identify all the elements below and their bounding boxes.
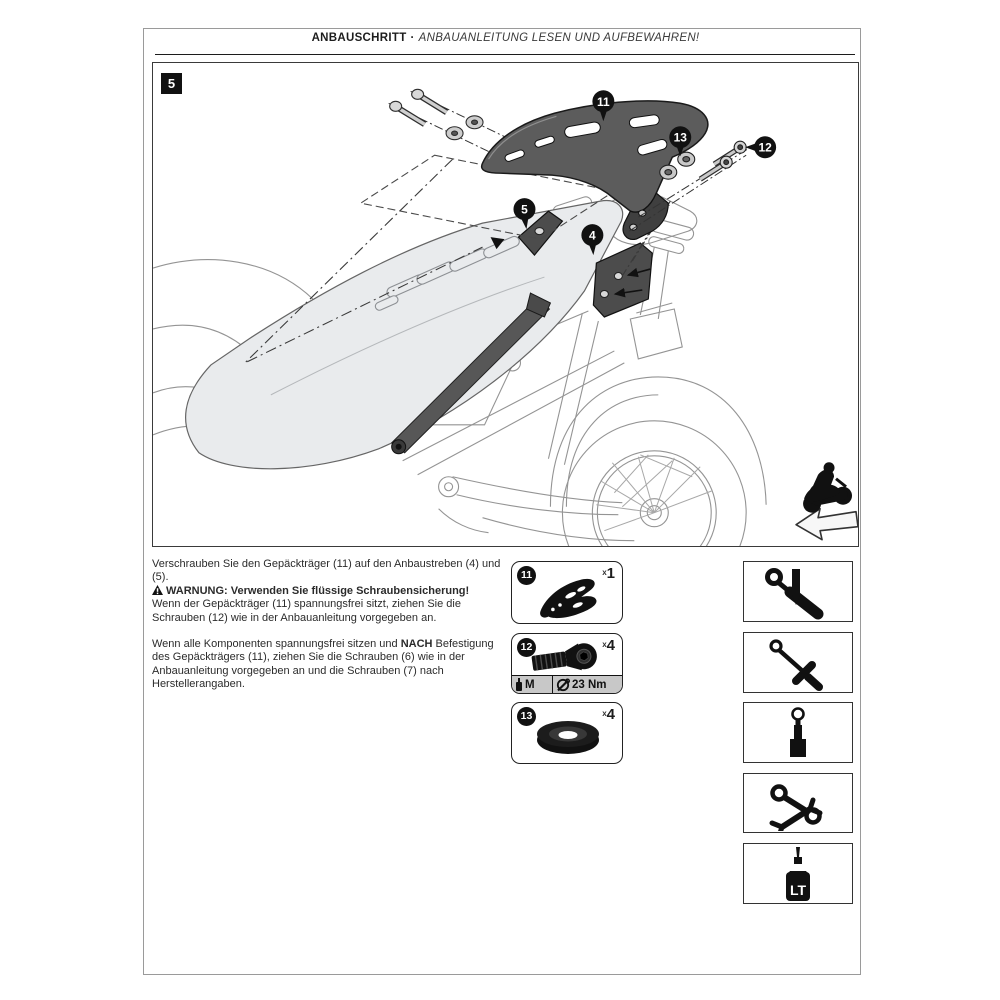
instruction-paragraph-1: [152, 558, 510, 625]
instruction-paragraph-2: [152, 638, 510, 692]
threadlock-spec: [512, 676, 553, 693]
callout-12-label: 12: [758, 140, 772, 155]
threadlocker-bottle-icon: [746, 845, 850, 903]
seat: [186, 201, 623, 469]
riding-direction-icon: [796, 462, 858, 539]
part-13-badge: 13: [517, 707, 536, 726]
instruction-text: [152, 558, 510, 692]
step-number-badge: 5: [161, 73, 182, 94]
wrench-set-icon: [746, 775, 850, 831]
tool-box-threadlocker: [743, 843, 853, 904]
part-12-spec-strip: [512, 675, 622, 693]
instr2-bold: NACH: [400, 638, 433, 651]
callout-13-label: 13: [673, 130, 687, 145]
qty-mark: x: [602, 640, 607, 649]
assembly-drawing-frame: [152, 62, 859, 547]
header-step-label: ANBAUSCHRITT: [311, 32, 407, 44]
instr2-pre: Wenn alle Komponenten spannungsfrei sitzen und: [152, 638, 401, 651]
tool-box-ring-wrench-with-bit: [743, 561, 853, 622]
threadlocker-label: LT: [789, 881, 807, 898]
part-12-badge: 12: [517, 638, 536, 657]
part-box-13: [511, 702, 623, 764]
header-rule: [155, 54, 855, 55]
header-separator: ·: [410, 32, 415, 44]
assembly-illustration: [153, 63, 859, 547]
warning-text: WARNUNG: Verwenden Sie flüssige Schraubensicherung!: [166, 584, 470, 597]
threadlock-value: M: [525, 678, 535, 691]
tool-box-wrench-set: [743, 773, 853, 833]
qty-value: 1: [606, 565, 615, 582]
qty-mark: x: [602, 568, 607, 577]
qty-value: 4: [606, 706, 615, 723]
instr2-post: Befestigung des Gepäckträgers (11), ziehen Sie die Schrauben (6) wie in der Anbauanleitung vorgegeben an und die Schrauben (7) nach Herstellerangaben.: [152, 638, 494, 691]
qty-value: 4: [606, 637, 615, 654]
torque-icon: [556, 678, 570, 692]
socket-bit-icon: [746, 705, 850, 761]
torque-screwdriver-icon: [746, 635, 850, 691]
callout-11-label: 11: [597, 94, 610, 109]
header-note: ANBAUANLEITUNG LESEN UND AUFBEWAHREN!: [418, 32, 700, 44]
qty-mark: x: [602, 709, 607, 718]
torque-spec: [553, 676, 622, 693]
part-box-11: [511, 561, 623, 624]
instr-line-2: Wenn der Gepäckträger (11) spannungsfrei sitzt, ziehen Sie die Schrauben (12) wie in der Anbauanleitung vorgegeben an.: [152, 598, 461, 624]
part-11-badge: 11: [517, 566, 536, 585]
finishing-washer-image: [526, 713, 610, 759]
instr-line-1: Verschrauben Sie den Gepäckträger (11) auf den Anbaustreben (4) und (5).: [152, 558, 501, 584]
countersunk-screw-image: [524, 638, 612, 676]
callout-5-label: 5: [521, 202, 528, 217]
callout-4-label: 4: [589, 228, 596, 243]
tool-box-socket-bit: [743, 702, 853, 763]
callout-12: [745, 136, 776, 158]
part-box-12: [511, 633, 623, 694]
ring-wrench-with-bit-icon: [746, 564, 850, 620]
warning-icon: [152, 585, 163, 595]
tool-box-torque-screwdriver: [743, 632, 853, 693]
torque-value: 23 Nm: [572, 678, 607, 691]
threadlocker-mini-icon: [515, 678, 523, 691]
luggage-rack-plate-image: [528, 572, 608, 622]
page-header: [152, 32, 859, 44]
